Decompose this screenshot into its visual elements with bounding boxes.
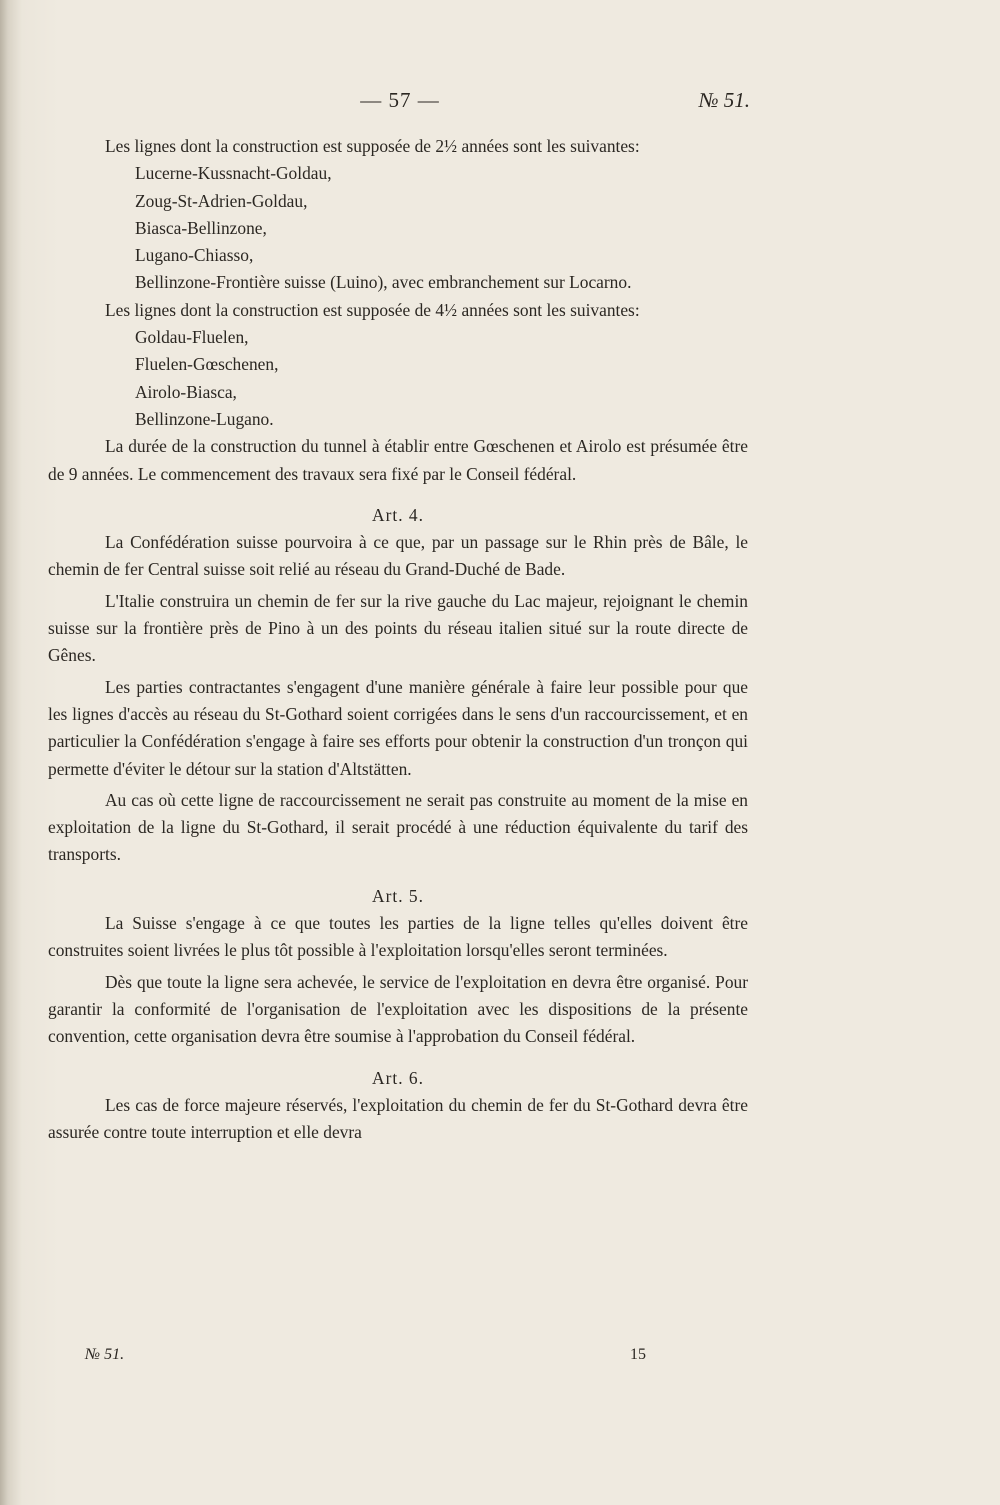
list-item: Lugano-Chiasso, [135, 245, 254, 266]
article-heading-6: Art. 6. [372, 1067, 424, 1088]
article-heading-5: Art. 5. [372, 885, 424, 906]
article-4-paragraph: L'Italie construira un chemin de fer sur la rive gauche du Lac majeur, rejoignant le chemin suisse sur la frontière près de Pino à un des points du réseau italien situé sur la route directe de Gênes. [48, 590, 748, 666]
article-5-paragraph: La Suisse s'engage à ce que toutes les parties de la ligne telles qu'elles doivent être construites soient livrées le plus tôt possible à l'exploitation lorsqu'elles seront terminées. [48, 913, 748, 961]
list-item: Goldau-Fluelen, [135, 327, 249, 348]
paragraph-intro-a: Les lignes dont la construction est supposée de 2½ années sont les suivantes: [105, 136, 640, 156]
article-4-paragraph: La Confédération suisse pourvoira à ce que, par un passage sur le Rhin près de Bâle, le chemin de fer Central suisse soit relié au réseau du Grand-Duché de Bade. [48, 532, 748, 580]
footer-sheet-number: 15 [630, 1346, 646, 1363]
article-6-paragraph: Les cas de force majeure réservés, l'exploitation du chemin de fer du St-Gothard devra être assurée contre toute interruption et elle devra [48, 1094, 748, 1143]
article-heading-4: Art. 4. [372, 504, 424, 525]
list-item: Airolo-Biasca, [135, 381, 237, 402]
line-list-b [48, 324, 748, 433]
list-item: Lucerne-Kussnacht-Goldau, [135, 163, 332, 184]
list-item: Bellinzone-Frontière suisse (Luino), avec embranchement sur Locarno. [135, 272, 632, 293]
page-number: — 57 — [360, 88, 440, 112]
article-4-paragraph: Les parties contractantes s'engagent d'une manière générale à faire leur possible pour que les lignes d'accès au réseau du St-Gothard soient corrigées dans le sens d'un raccourcissement, et en particulier la Confédération s'engage à faire ses efforts pour obtenir la construction d'un tronçon qui permette d'éviter le détour sur la station d'Altstätten. [48, 676, 748, 779]
list-item: Zoug-St-Adrien-Goldau, [135, 190, 308, 211]
paragraph-tunnel: La durée de la construction du tunnel à établir entre Gœschenen et Airolo est présumée être de 9 années. Le commencement des travaux sera fixé par le Conseil fédéral. [48, 436, 748, 484]
article-4-paragraph: Au cas où cette ligne de raccourcissement ne serait pas construite au moment de la mise en exploitation de la ligne du St-Gothard, il serait procédé à une réduction équivalente du tarif des transports. [48, 789, 748, 865]
body-text [48, 133, 748, 1146]
article-5-paragraph: Dès que toute la ligne sera achevée, le service de l'exploitation en devra être organisé. Pour garantir la conformité de l'organisation de l'exploitation avec les dispositions de la présente convention, cette organisation devra être soumise à l'approbation du Conseil fédéral. [48, 971, 748, 1047]
paragraph-intro-b: Les lignes dont la construction est supposée de 4½ années sont les suivantes: [105, 299, 640, 320]
list-item: Fluelen-Gœschenen, [135, 354, 279, 375]
list-item: Bellinzone-Lugano. [135, 408, 274, 429]
list-item: Biasca-Bellinzone, [135, 217, 267, 238]
footer-document-number: № 51. [85, 1346, 125, 1363]
line-list-a [48, 160, 748, 296]
page-header [0, 88, 1000, 120]
document-number: № 51. [698, 88, 750, 112]
